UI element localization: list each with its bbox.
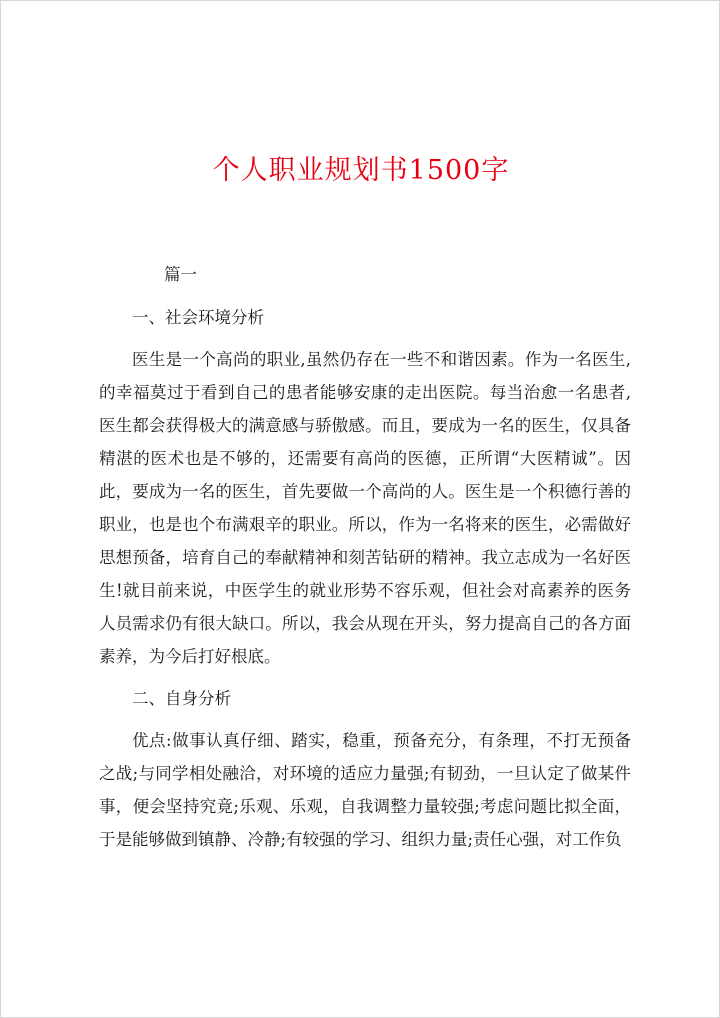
document-body <box>99 258 631 865</box>
section-label: 篇一 <box>164 265 197 284</box>
paragraph-social-environment: 医生是一个高尚的职业,虽然仍存在一些不和谐因素。作为一名医生,的幸福莫过于看到自己的患者能够安康的走出医院。每当治愈一名患者,医生都会获得极大的满意感与骄傲感。而且，要成为一名的医生，仅具备精湛的医术也是不够的，还需要有高尚的医德，正所谓“大医精诚”。因此，要成为一名的医生，首先要做一个高尚的人。医生是一个积德行善的职业，也是也个布满艰辛的职业。所以，作为一名将来的医生，必需做好思想预备，培育自己的奉献精神和刻苦钻研的精神。我立志成为一名好医生!就目前来说，中医学生的就业形势不容乐观，但社会对高素养的医务人员需求仍有很大缺口。所以，我会从现在开头，努力提高自己的各方面素养，为今后打好根底。 <box>99 350 631 666</box>
paragraph-self-analysis: 优点:做事认真仔细、踏实，稳重，预备充分，有条理，不打无预备之战;与同学相处融洽，对环境的适应力量强;有韧劲，一旦认定了做某件事，便会坚持究竟;乐观、乐观，自我调整力量较强;考虑问题比拟全面，于是能够做到镇静、冷静;有较强的学习、组织力量;责任心强，对工作负 <box>99 731 631 849</box>
heading-social-environment: 一、社会环境分析 <box>132 308 264 327</box>
document-title: 个人职业规划书1500字 <box>212 155 510 186</box>
heading-self-analysis: 二、自身分析 <box>132 689 231 708</box>
